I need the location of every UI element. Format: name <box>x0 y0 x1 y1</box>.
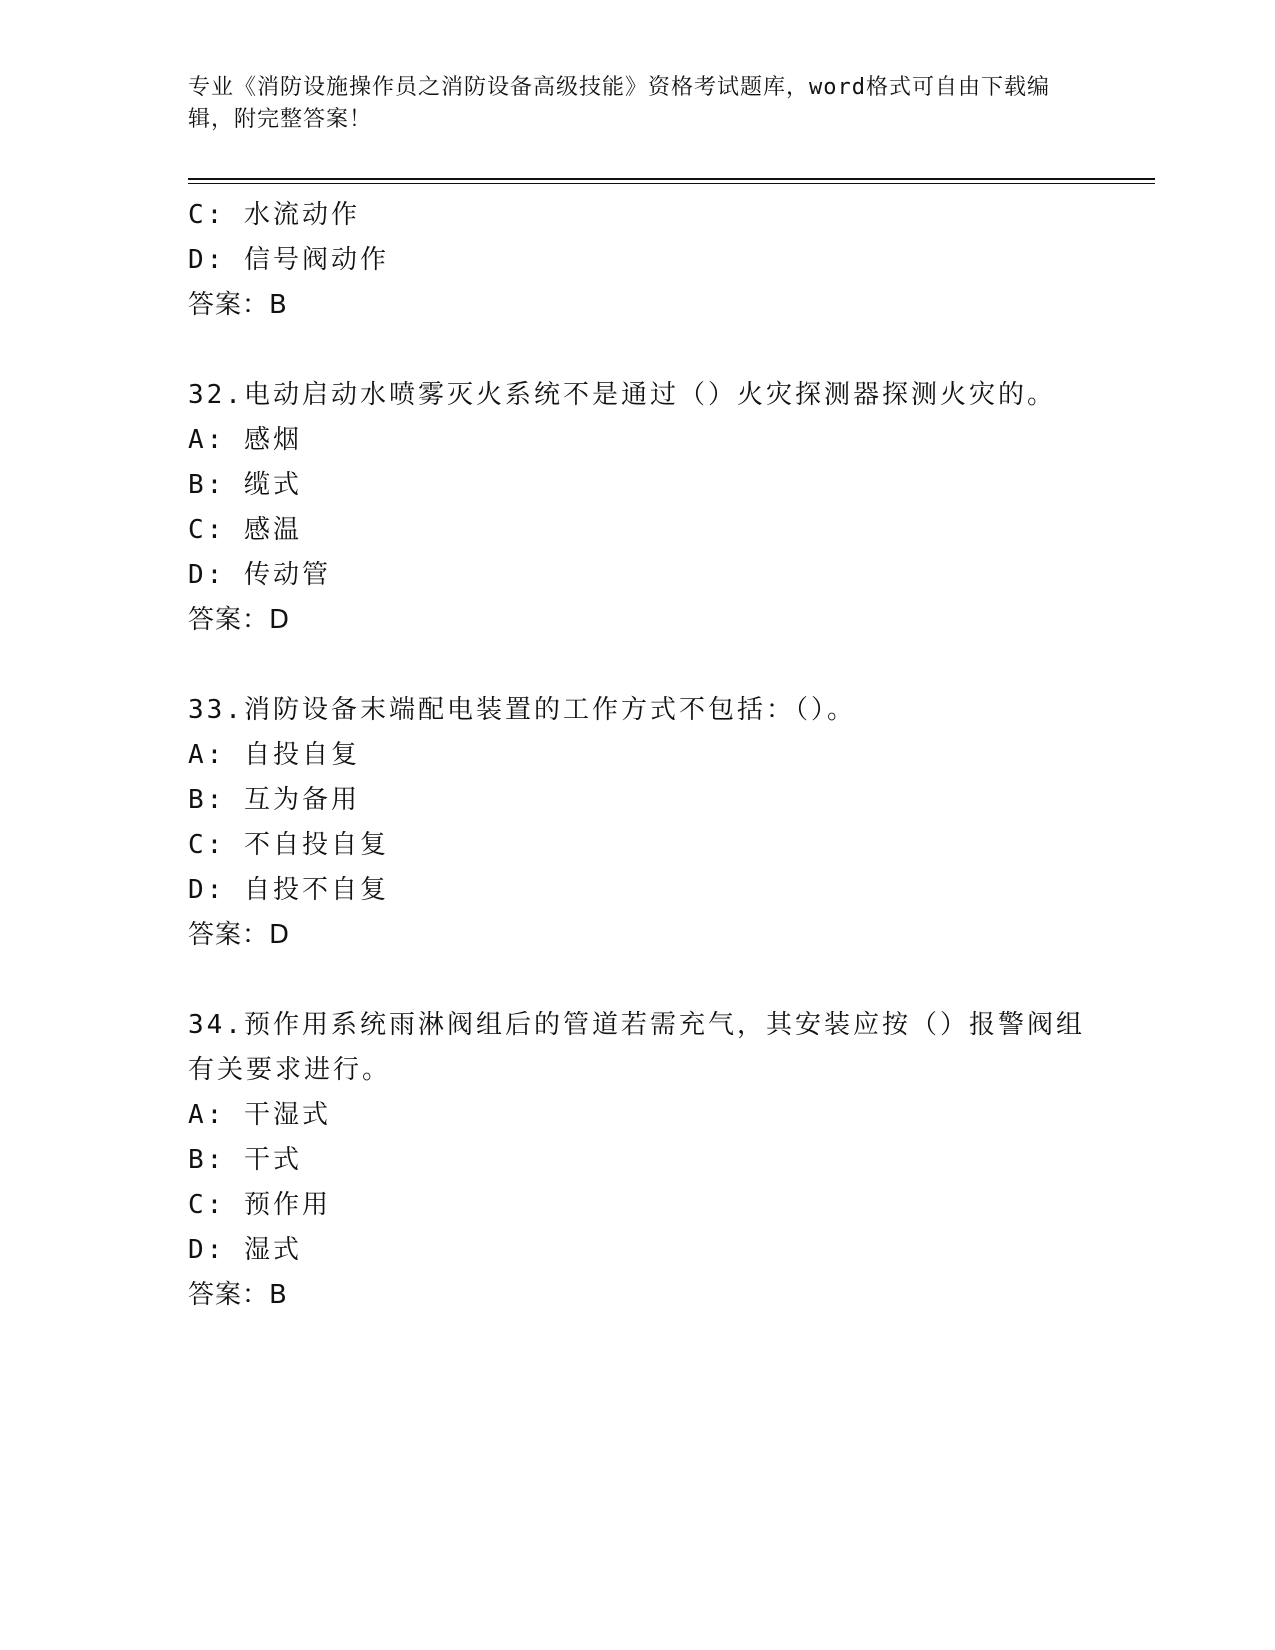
option-c: C: 感温 <box>188 515 302 545</box>
option-b: B: 缆式 <box>188 470 302 500</box>
option-c: C: 不自投自复 <box>188 830 389 860</box>
question-text: 33.消防设备末端配电装置的工作方式不包括：（）。 <box>188 695 856 725</box>
option-a: A: 干湿式 <box>188 1100 331 1130</box>
option-d: D: 自投不自复 <box>188 875 389 905</box>
option-b: B: 互为备用 <box>188 785 360 815</box>
document-header: 专业《消防设施操作员之消防设备高级技能》资格考试题库，word格式可自由下载编辑，附完整答案！ <box>188 75 1050 132</box>
question-34 <box>188 1003 1088 1318</box>
option-d: D: 湿式 <box>188 1235 302 1265</box>
option-a: A: 感烟 <box>188 425 302 455</box>
question-text: 34.预作用系统雨淋阀组后的管道若需充气，其安装应按（）报警阀组有关要求进行。 <box>188 1010 1085 1085</box>
question-text: 32.电动启动水喷雾灭火系统不是通过（）火灾探测器探测火灾的。 <box>188 380 1056 410</box>
answer-line: 答案：B <box>188 1280 288 1310</box>
question-32 <box>188 373 1088 643</box>
option-c: C: 水流动作 <box>188 200 360 230</box>
question-33 <box>188 688 1088 958</box>
option-d: D: 传动管 <box>188 560 331 590</box>
option-c: C: 预作用 <box>188 1190 331 1220</box>
option-a: A: 自投自复 <box>188 740 360 770</box>
header-rule-thin <box>188 183 1155 184</box>
option-b: B: 干式 <box>188 1145 302 1175</box>
answer-line: 答案：D <box>188 920 291 950</box>
answer-line: 答案：D <box>188 605 291 635</box>
question-list <box>188 193 1088 1318</box>
answer-line: 答案：B <box>188 290 288 320</box>
carryover-block <box>188 193 1088 328</box>
option-d: D: 信号阀动作 <box>188 245 389 275</box>
header-rule-thick <box>188 178 1155 180</box>
